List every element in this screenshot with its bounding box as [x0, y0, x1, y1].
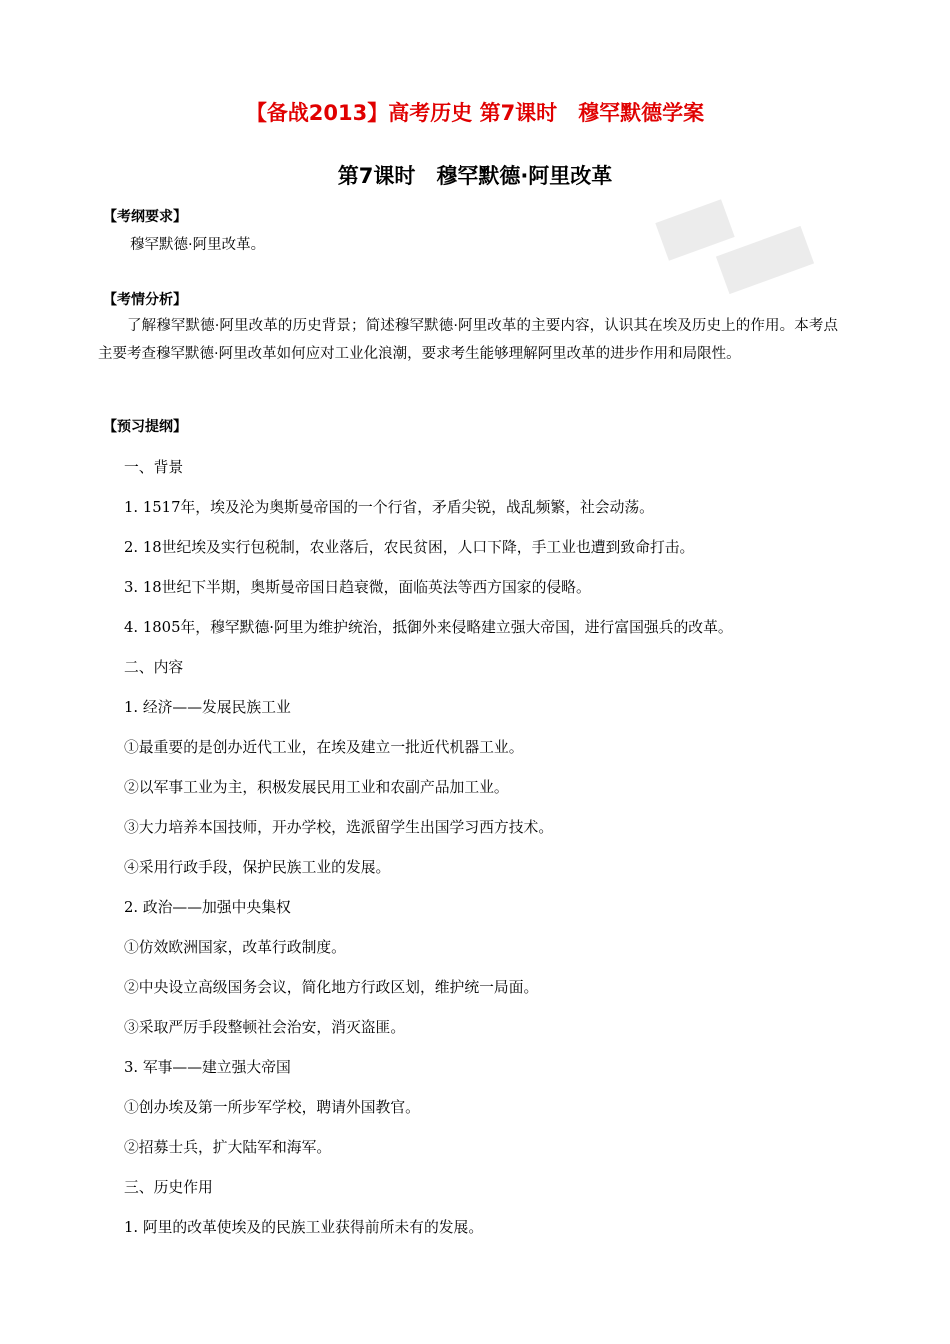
outline-line: 1. 经济——发展民族工业 — [124, 699, 291, 716]
outline-line: 2. 政治——加强中央集权 — [124, 899, 291, 916]
requirements-heading: 【考纲要求】 — [103, 209, 187, 225]
outline-line: 1. 阿里的改革使埃及的民族工业获得前所未有的发展。 — [124, 1219, 484, 1236]
analysis-heading: 【考情分析】 — [103, 292, 187, 308]
outline-line: ②招募士兵，扩大陆军和海军。 — [124, 1139, 332, 1156]
outline-line: ②中央设立高级国务会议，简化地方行政区划，维护统一局面。 — [124, 979, 539, 996]
watermark-logo — [650, 190, 830, 300]
outline-line: 2. 18世纪埃及实行包税制，农业落后，农民贫困，人口下降，手工业也遭到致命打击。 — [124, 539, 695, 556]
outline-section-impact: 三、历史作用 — [124, 1179, 213, 1196]
preview-heading: 【预习提纲】 — [103, 419, 187, 435]
outline-line: 3. 军事——建立强大帝国 — [124, 1059, 291, 1076]
outline-line: ③采取严厉手段整顿社会治安，消灭盗匪。 — [124, 1019, 406, 1036]
outline-line: ②以军事工业为主，积极发展民用工业和农副产品加工业。 — [124, 779, 509, 796]
outline-line: 3. 18世纪下半期，奥斯曼帝国日趋衰微，面临英法等西方国家的侵略。 — [124, 579, 591, 596]
outline-section-content: 二、内容 — [124, 659, 184, 676]
lesson-subtitle: 第7课时 穆罕默德·阿里改革 — [337, 164, 613, 188]
analysis-paragraph: 了解穆罕默德·阿里改革的历史背景；简述穆罕默德·阿里改革的主要内容，认识其在埃及历史上的作用。本考点主要考查穆罕默德·阿里改革如何应对工业化浪潮，要求考生能够理解阿里改革的进步作用和局限性。 — [98, 318, 838, 362]
outline-line: ①创办埃及第一所步军学校，聘请外国教官。 — [124, 1099, 420, 1116]
preview-outline — [124, 458, 844, 1258]
outline-line: ④采用行政手段，保护民族工业的发展。 — [124, 859, 391, 876]
document-main-title: 【备战2013】高考历史 第7课时 穆罕默德学案 — [245, 101, 705, 125]
outline-section-background: 一、背景 — [124, 459, 184, 476]
outline-line: ①仿效欧洲国家，改革行政制度。 — [124, 939, 346, 956]
outline-line: ①最重要的是创办近代工业，在埃及建立一批近代机器工业。 — [124, 739, 524, 756]
outline-line: 4. 1805年，穆罕默德·阿里为维护统治，抵御外来侵略建立强大帝国，进行富国强兵的改革。 — [124, 619, 733, 636]
outline-line: 1. 1517年，埃及沦为奥斯曼帝国的一个行省，矛盾尖锐，战乱频繁，社会动荡。 — [124, 499, 654, 516]
requirements-text: 穆罕默德·阿里改革。 — [130, 237, 266, 253]
outline-line: ③大力培养本国技师，开办学校，选派留学生出国学习西方技术。 — [124, 819, 554, 836]
